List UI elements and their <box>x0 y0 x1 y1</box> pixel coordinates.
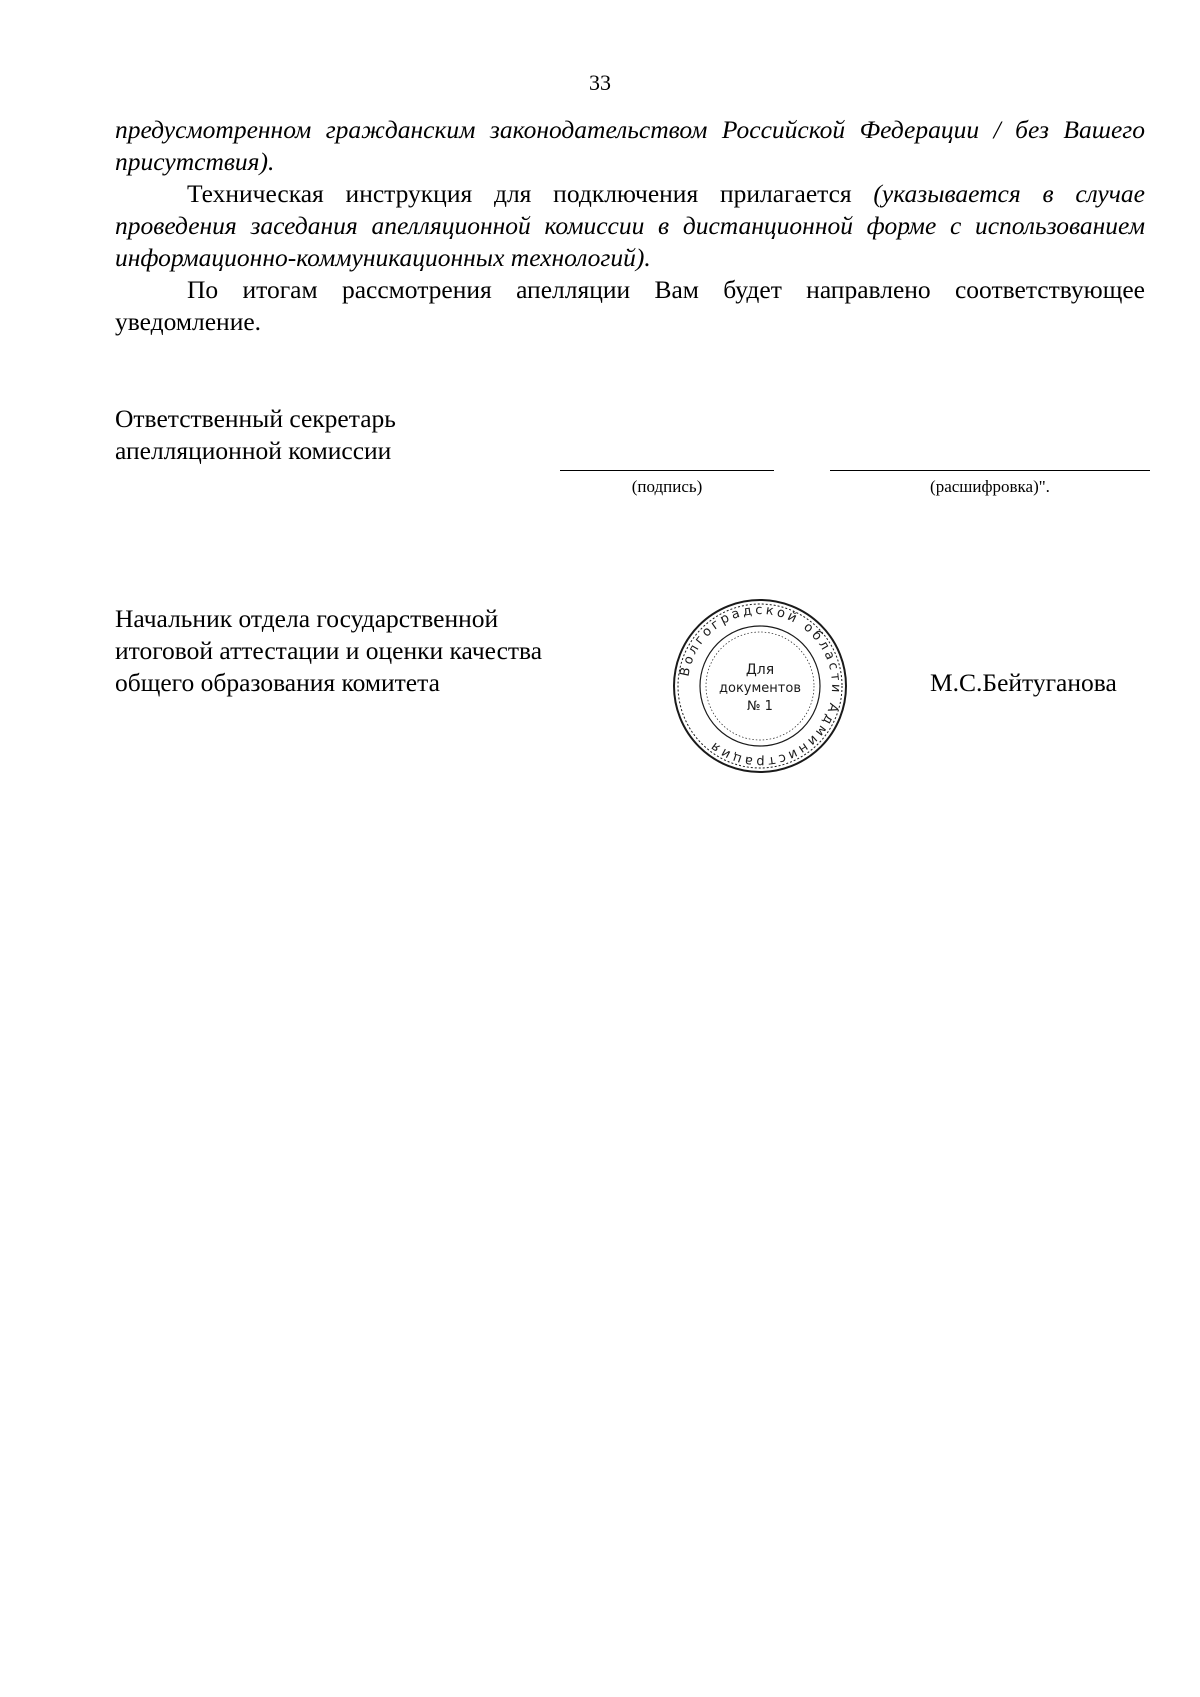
head-name: М.С.Бейтуганова <box>930 668 1117 697</box>
head-title-line-2: итоговой аттестации и оценки качества <box>115 636 543 665</box>
body-text <box>115 114 1145 338</box>
head-title-line-1: Начальник отдела государственной <box>115 604 499 633</box>
stamp-center-line-1: Для <box>745 662 775 678</box>
page-number: 33 <box>589 70 611 95</box>
decode-caption: (расшифровка)". <box>930 477 1050 496</box>
paragraph-continuation <box>115 114 1145 178</box>
paragraph-1-italic: предусмотренном гражданским законодательством Российской Федерации / без Вашего присутствия). <box>115 115 1145 176</box>
stamp-center-line-2: документов <box>719 681 801 696</box>
head-title <box>115 603 542 699</box>
decode-line <box>830 470 1150 471</box>
secretary-title-line-1: Ответственный секретарь <box>115 404 396 433</box>
head-title-line-3: общего образования комитета <box>115 668 440 697</box>
paragraph-2-italic: (указывается в случае проведения заседания апелляционной комиссии в дистанционной форме с использованием информационно-коммуникационных технологий). <box>115 179 1145 272</box>
stamp-outer-text: Волгоградской области Администрация <box>677 602 844 770</box>
stamp-center-line-3: № 1 <box>747 699 773 714</box>
paragraph-technical-instruction <box>115 178 1145 274</box>
paragraph-notification: По итогам рассмотрения апелляции Вам будет направлено соответствующее уведомление. <box>115 275 1145 336</box>
secretary-title-line-2: апелляционной комиссии <box>115 436 392 465</box>
official-stamp <box>670 596 850 776</box>
signature-line <box>560 470 774 471</box>
signature-caption: (подпись) <box>631 477 703 496</box>
secretary-title <box>115 403 396 467</box>
paragraph-2-text: Техническая инструкция для подключения прилагается <box>187 179 874 208</box>
